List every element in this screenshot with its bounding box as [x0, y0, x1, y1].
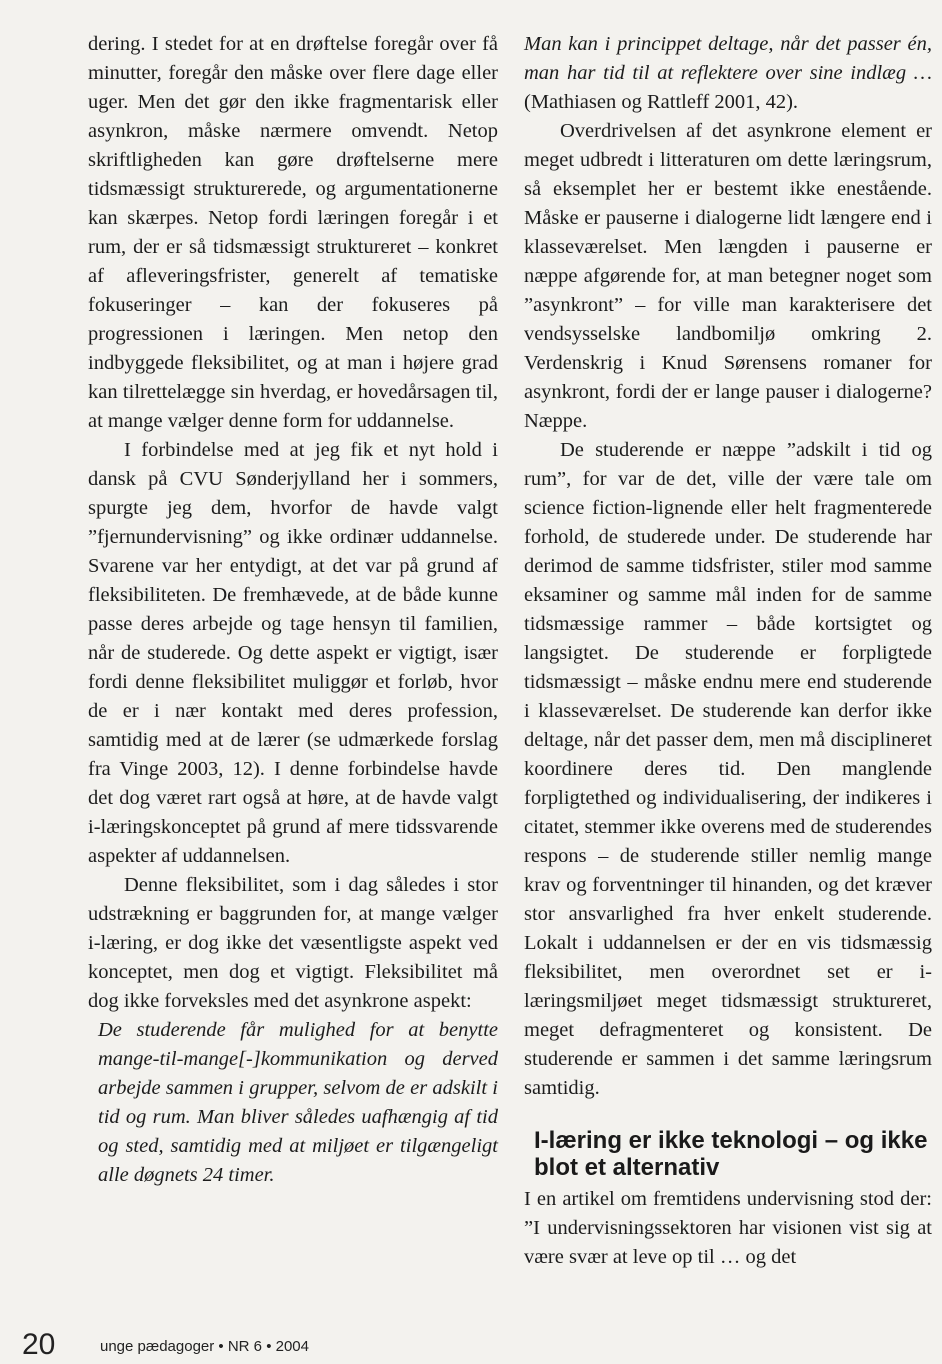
block-quote: De studerende får mulighed for at benytte mange-til-mange[-]kommunikation og derved arbejde sammen i grupper, selvom de er adskilt i tid og rum. Man bliver således uafhængig af tid og sted, samtidig med at miljøet er tilgængeligt alle døgnets 24 timer.	[98, 1019, 498, 1186]
right-column	[524, 30, 932, 1272]
body-paragraph: I forbindelse med at jeg fik et nyt hold i dansk på CVU Sønderjylland her i sommers, spurgte jeg dem, hvorfor de havde valgt ”fjernundervisning” og ikke ordinær uddannelse. Svarene var her entydigt, at det var på grund af fleksibiliteten. De fremhævede, at de både kunne passe deres arbejde og tage hensyn til familien, når de studerede. Og dette aspekt er vigtigt, især fordi denne fleksibilitet muliggør et forløb, hvor de er i nær kontakt med deres profession, samtidig med at de lærer (se udmærkede forslag fra Vinge 2003, 12). I denne forbindelse havde det dog været rart også at høre, at de havde valgt i-læringskonceptet på grund af mere tidssvarende aspekter af uddannelsen.	[88, 439, 498, 867]
body-paragraph: dering. I stedet for at en drøftelse foregår over få minutter, foregår den måske over flere dage eller uger. Men det gør den ikke fragmentarisk eller asynkron, måske nærmere omvendt. Netop skriftligheden kan gøre drøftelserne mere tidsmæssigt strukturerede, og argumentationerne kan skærpes. Netop fordi læringen foregår i et rum, der er så tidsmæssigt struktureret – konkret af afleveringsfrister, generelt af tematiske fokuseringer – kan der fokuseres på progressionen i læringen. Men netop den indbyggede fleksibilitet, og at man i højere grad kan tilrettelægge sin hverdag, er hovedårsagen til, at mange vælger denne form for uddannelse.	[88, 33, 498, 432]
body-paragraph: Denne fleksibilitet, som i dag således i stor udstrækning er baggrunden for, at mange vælger i-læring, er dog ikke det væsentligste aspekt ved konceptet, men dog et vigtigt. Fleksibilitet må dog ikke forveksles med det asynkrone aspekt:	[88, 874, 498, 1012]
quote-text: Man kan i princippet deltage, når det passer én, man har tid til at reflektere over sine indlæg …	[524, 33, 932, 84]
body-paragraph: De studerende er næppe ”adskilt i tid og rum”, for var de det, ville der være tale om science fiction-lignende eller helt fragmenterede forhold, de studerede under. De studerende har derimod de samme tidsfrister, stiler mod samme eksaminer og samme mål inden for de samme tidsmæssige rammer – både kortsigtet og langsigtet. De studerende er forpligtede tidsmæssigt – måske endnu mere end studerende i klasseværelset. De studerende kan derfor ikke deltage, når det passer dem, men må disciplineret koordinere deres tid. Den manglende forpligtethed og individualisering, der indikeres i citatet, stemmer ikke overens med de studerendes respons – de studerende stiller nemlig mange krav og forventninger til hinanden, og det kræver stor ansvarlighed fra hver enkelt studerende. Lokalt i uddannelsen er der en vis tidsmæssig fleksibilitet, men overordnet set er i-læringsmiljøet meget tidsmæssigt struktureret, meget defragmenteret og konsistent. De studerende er sammen i det samme læringsrum samtidig.	[524, 439, 932, 1099]
publication-footer: unge pædagoger • NR 6 • 2004	[100, 1338, 309, 1355]
body-paragraph: Overdrivelsen af det asynkrone element er meget udbredt i litteraturen om dette læringsrum, så eksemplet her er bestemt ikke enestående. Måske er pauserne i dialogerne lidt længere end i klasseværelset. Men længden i pauserne er næppe afgørende for, at man betegner noget som ”asynkront” – for ville man karakterisere det vendsysselske landbomiljø omkring 2. Verdenskrig i Knud Sørensens romaner for asynkront, fordi der er lange pauser i dialogerne? Næppe.	[524, 120, 932, 432]
block-quote-continuation	[524, 30, 932, 117]
quote-citation: (Mathiasen og Rattleff 2001, 42).	[524, 91, 799, 113]
left-column	[88, 30, 498, 1190]
body-paragraph: I en artikel om fremtidens undervisning stod der: ”I undervisningssektoren har visionen vist sig at være svær at leve op til … og det	[524, 1188, 932, 1268]
page-number: 20	[22, 1328, 56, 1361]
section-heading: I-læring er ikke teknologi – og ikke blot et alternativ	[534, 1127, 928, 1181]
